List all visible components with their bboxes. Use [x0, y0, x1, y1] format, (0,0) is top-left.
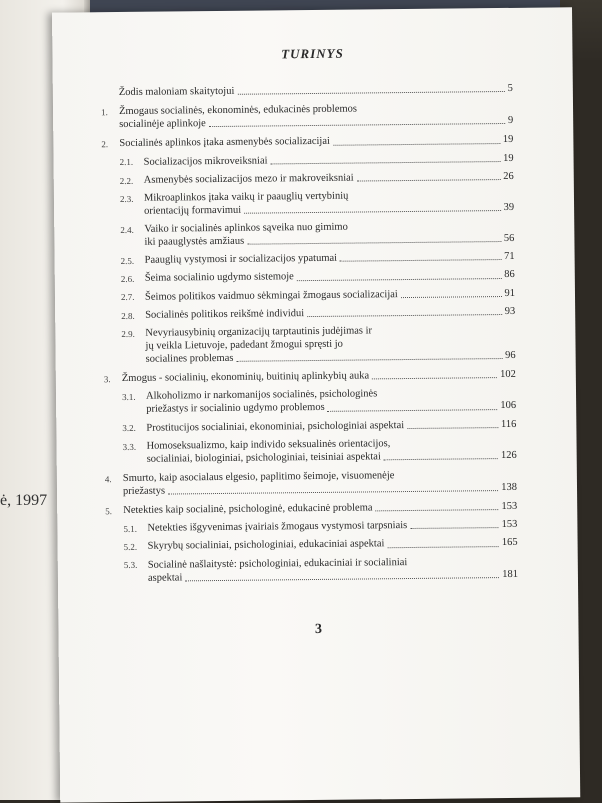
toc-entry-line [106, 536, 518, 553]
toc-entry-title: orientacijų formavimui [144, 204, 241, 218]
toc-entry [103, 250, 515, 267]
toc-entry [104, 417, 516, 434]
toc-entry-title: Homoseksualizmo, kaip individo seksualinės orientacijos, [146, 437, 390, 453]
toc-entry-page: 91 [504, 286, 515, 299]
toc-entry-number: 1. [101, 107, 119, 118]
toc-entry-line [103, 268, 515, 285]
toc-entry-number: 5.3. [124, 560, 148, 572]
toc-entry-title: Asmenybės socializacijos mezo ir makroveiksniai [144, 171, 354, 186]
toc-entry [101, 82, 513, 99]
toc-entry-page: 9 [508, 114, 513, 127]
toc-entry-line [101, 133, 513, 150]
toc-entry-number: 2.6. [121, 274, 145, 286]
toc-entry-page: 19 [503, 133, 514, 146]
toc-entry-title: priežastys ir socialinio ugdymo problemos [146, 401, 325, 416]
toc-entry [101, 101, 513, 132]
toc-entry-title: Socialinės politikos reikšmė individui [145, 307, 304, 322]
toc-leader-dots [357, 179, 501, 182]
toc-entry-number: 2.1. [120, 157, 144, 169]
toc-entry-page: 5 [508, 82, 513, 95]
toc-entry [102, 219, 514, 250]
toc-entry-page: 39 [504, 201, 515, 214]
toc-entry-line [103, 286, 515, 303]
toc-entry-title: Socialinės aplinkos įtaka asmenybės socializacijai [119, 135, 330, 150]
toc-entry-page: 102 [500, 368, 516, 381]
toc-entry-page: 153 [502, 518, 518, 531]
toc-entry [103, 286, 515, 303]
toc-entry-title: Netekties išgyvenimas įvairiais žmogaus vystymosi tarpsniais [147, 519, 407, 535]
toc-entry-title: Alkoholizmo ir narkomanijos socialinės, psichologinės [146, 388, 377, 404]
toc-entry-number: 3. [104, 374, 122, 385]
toc-leader-dots [387, 546, 498, 548]
toc-entry-page: 71 [504, 250, 515, 263]
toc-entry-title: Smurto, kaip asocialaus elgesio, paplitimo šeimoje, visuomenėje [123, 469, 395, 485]
toc-entry-page: 153 [501, 500, 517, 513]
page-number: 3 [58, 619, 578, 640]
toc-entry-page: 96 [505, 349, 516, 362]
toc-entry-title: Vaiko ir socialinės aplinkos sąveika nuo gimimo [144, 221, 348, 236]
toc-leader-dots [376, 509, 499, 511]
toc-leader-dots [209, 123, 505, 127]
toc-entry [105, 500, 517, 517]
toc-entry-line [105, 518, 517, 535]
table-of-contents [101, 76, 518, 590]
toc-entry-number: 2.5. [121, 256, 145, 268]
toc-leader-dots [372, 377, 497, 379]
toc-entry [103, 268, 515, 285]
toc-entry-line [101, 82, 513, 99]
toc-entry-number: 2.3. [120, 193, 144, 205]
toc-entry-line [102, 151, 514, 168]
toc-entry-title: Mikroaplinkos įtaka vaikų ir paauglių vertybinių [144, 189, 349, 204]
toc-entry-title: socialines problemas [146, 352, 234, 366]
underlying-page-text: ė, 1997 [0, 492, 47, 510]
toc-entry-number: 2.9. [121, 328, 145, 340]
toc-leader-dots [401, 296, 502, 298]
toc-entry-number: 3.3. [123, 441, 147, 453]
toc-leader-dots [307, 314, 502, 317]
toc-entry [104, 368, 516, 385]
toc-leader-dots [407, 427, 498, 429]
toc-entry-number: 4. [105, 474, 123, 485]
toc-leader-dots [340, 259, 501, 262]
toc-entry-line [105, 500, 517, 517]
toc-entry-title: Skyrybų socialiniai, psichologiniai, edukaciniai aspektai [148, 538, 385, 554]
toc-entry-line [104, 368, 516, 385]
toc-entry-number: 5. [105, 506, 123, 517]
toc-leader-dots [236, 358, 502, 362]
toc-entry-page: 116 [501, 417, 517, 430]
toc-entry-number: 3.2. [122, 423, 146, 435]
toc-entry-title: Socialinė našlaitystė: psichologiniai, edukaciniai ir socialiniai [148, 556, 408, 572]
toc-entry-title: iki paauglystės amžiaus [144, 235, 244, 249]
toc-leader-dots [247, 241, 501, 245]
toc-entry-number: 5.2. [124, 542, 148, 554]
toc-entry-title: socialinėje aplinkoje [119, 117, 206, 131]
toc-leader-dots [168, 490, 498, 494]
toc-entry-line [103, 250, 515, 267]
toc-entry-number: 2.8. [121, 310, 145, 322]
toc-leader-dots [185, 577, 499, 581]
toc-entry-title: Šeimos politikos vaidmuo sėkmingai žmogaus socializacijai [145, 288, 398, 304]
toc-entry-title: Šeima socialinio ugdymo sistemoje [145, 271, 294, 286]
toc-entry-title: Socializacijos mikroveiksniai [144, 154, 268, 168]
toc-entry [102, 151, 514, 168]
toc-entry [104, 386, 516, 417]
toc-entry-title: Prostitucijos socialiniai, ekonominiai, psichologiniai aspektai [146, 419, 404, 435]
toc-entry [102, 170, 514, 187]
toc-entry-title: Žmogus - socialinių, ekonominių, buitinių aplinkybių auka [122, 370, 369, 386]
toc-entry-page: 56 [504, 232, 515, 245]
toc-entry-page: 86 [504, 268, 515, 281]
toc-entry-page: 93 [505, 305, 516, 318]
toc-entry [105, 518, 517, 535]
toc-entry-page: 181 [502, 567, 518, 580]
toc-entry-page: 126 [501, 449, 517, 462]
page-title: TURINYS [52, 43, 572, 64]
toc-entry-number: 2.7. [121, 292, 145, 304]
toc-entry [105, 468, 517, 499]
toc-entry-page: 26 [503, 170, 514, 183]
toc-leader-dots [410, 527, 498, 529]
toc-entry-number: 5.1. [123, 524, 147, 536]
toc-entry-title: Žodis maloniam skaitytojui [119, 85, 235, 99]
toc-leader-dots [271, 161, 501, 164]
toc-entry-page: 165 [502, 536, 518, 549]
toc-entry-line [103, 305, 515, 322]
toc-leader-dots [297, 278, 501, 281]
toc-leader-dots [237, 91, 504, 95]
toc-entry-number: 2.4. [120, 225, 144, 237]
toc-entry [104, 436, 516, 467]
toc-entry-title: Žmogaus socialinės, ekonominės, edukacinės problemos [119, 103, 357, 119]
toc-leader-dots [328, 409, 498, 412]
toc-entry-page: 138 [501, 481, 517, 494]
toc-entry-number: 3.1. [122, 392, 146, 404]
toc-entry-title: aspektai [148, 571, 183, 584]
toc-entry-page: 106 [500, 399, 516, 412]
toc-entry-line [104, 417, 516, 434]
toc-entry-number: 2.2. [120, 175, 144, 187]
toc-entry-title: Paauglių vystymosi ir socializacijos ypatumai [145, 252, 338, 267]
toc-entry-title: Nevyriausybinių organizacijų tarptautinis judėjimas ir [145, 324, 372, 339]
toc-entry-page: 19 [503, 151, 514, 164]
toc-entry [101, 133, 513, 150]
toc-entry [106, 554, 518, 585]
toc-leader-dots [333, 143, 500, 146]
toc-entry [103, 323, 515, 367]
toc-entry-line [102, 170, 514, 187]
toc-entry [103, 305, 515, 322]
toc-leader-dots [384, 458, 498, 460]
toc-entry [106, 536, 518, 553]
toc-entry-title: priežastys [123, 485, 165, 499]
toc-leader-dots [244, 210, 500, 214]
toc-entry-title: socialiniai, biologiniai, psichologiniai, teisiniai aspektai [147, 450, 381, 466]
toc-entry-title: Netekties kaip socialinė, psichologinė, edukacinė problema [123, 502, 372, 518]
toc-entry-title: jų veikla Lietuvoje, padedant žmogui spręsti jo [145, 338, 343, 353]
toc-entry [102, 188, 514, 219]
toc-entry-number: 2. [101, 139, 119, 150]
toc-page [52, 7, 580, 802]
